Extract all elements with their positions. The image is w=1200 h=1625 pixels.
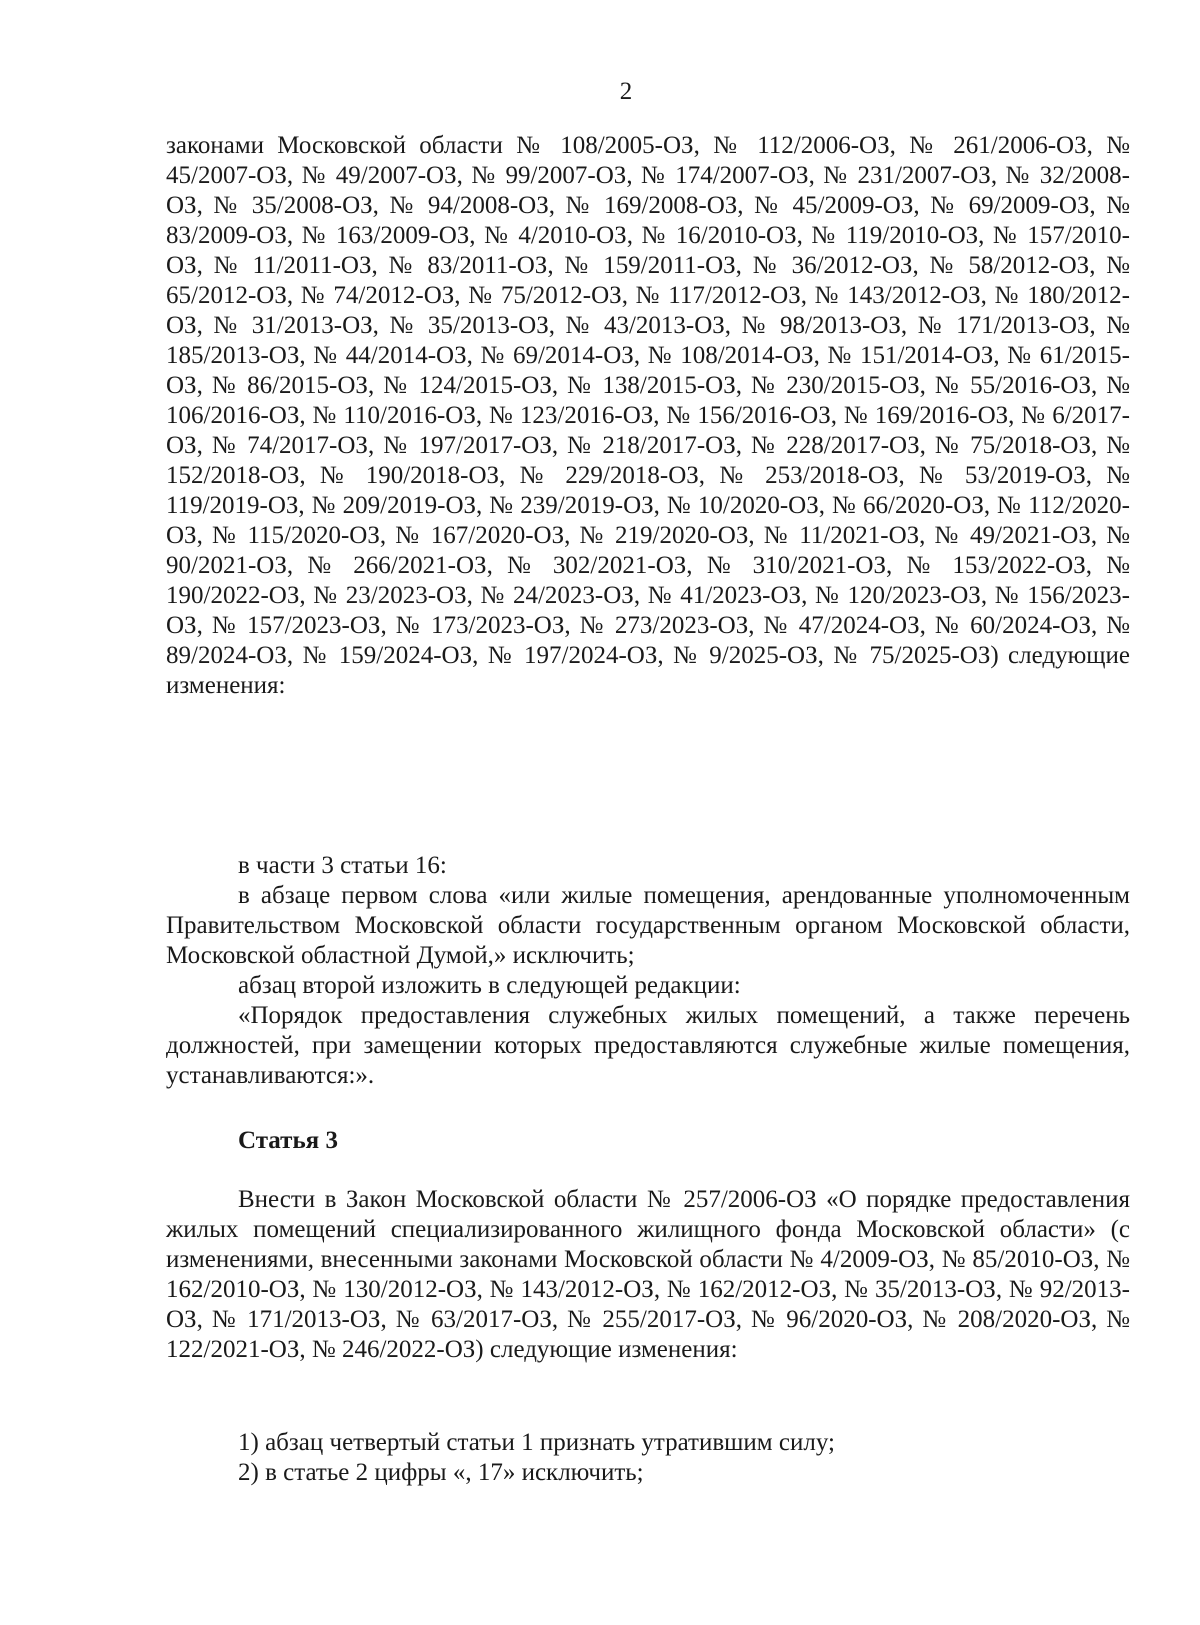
amendment-paragraph: в абзаце первом слова «или жилые помещения, арендованные уполномоченным Правительством Московской области государственным органом Московской области, Московской областной Думой,» исключить;	[166, 882, 1130, 969]
article-item: 2) в статье 2 цифры «, 17» исключить;	[238, 1459, 644, 1486]
article-item: 1) абзац четвертый статьи 1 признать утратившим силу;	[238, 1429, 835, 1456]
amendment-paragraph: в части 3 статьи 16:	[238, 852, 447, 879]
article-items-section	[166, 1428, 1130, 1488]
article-heading-section	[166, 1126, 1130, 1156]
intro-section	[166, 131, 1130, 701]
article-heading: Статья 3	[238, 1127, 338, 1154]
amendment-paragraph: «Порядок предоставления служебных жилых помещений, а также перечень должностей, при замещении которых предоставляются служебные жилые помещения, устанавливаются:».	[166, 1002, 1130, 1089]
amendment-section	[166, 851, 1130, 1091]
article-section	[166, 1185, 1130, 1365]
article-paragraph: Внести в Закон Московской области № 257/2006-ОЗ «О порядке предоставления жилых помещений специализированного жилищного фонда Московской области» (с изменениями, внесенными законами Московской области № 4/2009-ОЗ, № 85/2010-ОЗ, № 162/2010-ОЗ, № 130/2012-ОЗ, № 143/2012-ОЗ, № 162/2012-ОЗ, № 35/2013-ОЗ, № 92/2013-ОЗ, № 171/2013-ОЗ, № 63/2017-ОЗ, № 255/2017-ОЗ, № 96/2020-ОЗ, № 208/2020-ОЗ, № 122/2021-ОЗ, № 246/2022-ОЗ) следующие изменения:	[166, 1186, 1130, 1363]
intro-paragraph: законами Московской области № 108/2005-ОЗ, № 112/2006-ОЗ, № 261/2006-ОЗ, № 45/2007-ОЗ, № 49/2007-ОЗ, № 99/2007-ОЗ, № 174/2007-ОЗ, № 231/2007-ОЗ, № 32/2008-ОЗ, № 35/2008-ОЗ, № 94/2008-ОЗ, № 169/2008-ОЗ, № 45/2009-ОЗ, № 69/2009-ОЗ, № 83/2009-ОЗ, № 163/2009-ОЗ, № 4/2010-ОЗ, № 16/2010-ОЗ, № 119/2010-ОЗ, № 157/2010-ОЗ, № 11/2011-ОЗ, № 83/2011-ОЗ, № 159/2011-ОЗ, № 36/2012-ОЗ, № 58/2012-ОЗ, № 65/2012-ОЗ, № 74/2012-ОЗ, № 75/2012-ОЗ, № 117/2012-ОЗ, № 143/2012-ОЗ, № 180/2012-ОЗ, № 31/2013-ОЗ, № 35/2013-ОЗ, № 43/2013-ОЗ, № 98/2013-ОЗ, № 171/2013-ОЗ, № 185/2013-ОЗ, № 44/2014-ОЗ, № 69/2014-ОЗ, № 108/2014-ОЗ, № 151/2014-ОЗ, № 61/2015-ОЗ, № 86/2015-ОЗ, № 124/2015-ОЗ, № 138/2015-ОЗ, № 230/2015-ОЗ, № 55/2016-ОЗ, № 106/2016-ОЗ, № 110/2016-ОЗ, № 123/2016-ОЗ, № 156/2016-ОЗ, № 169/2016-ОЗ, № 6/2017-ОЗ, № 74/2017-ОЗ, № 197/2017-ОЗ, № 218/2017-ОЗ, № 228/2017-ОЗ, № 75/2018-ОЗ, № 152/2018-ОЗ, № 190/2018-ОЗ, № 229/2018-ОЗ, № 253/2018-ОЗ, № 53/2019-ОЗ, № 119/2019-ОЗ, № 209/2019-ОЗ, № 239/2019-ОЗ, № 10/2020-ОЗ, № 66/2020-ОЗ, № 112/2020-ОЗ, № 115/2020-ОЗ, № 167/2020-ОЗ, № 219/2020-ОЗ, № 11/2021-ОЗ, № 49/2021-ОЗ, № 90/2021-ОЗ, № 266/2021-ОЗ, № 302/2021-ОЗ, № 310/2021-ОЗ, № 153/2022-ОЗ, № 190/2022-ОЗ, № 23/2023-ОЗ, № 24/2023-ОЗ, № 41/2023-ОЗ, № 120/2023-ОЗ, № 156/2023-ОЗ, № 157/2023-ОЗ, № 173/2023-ОЗ, № 273/2023-ОЗ, № 47/2024-ОЗ, № 60/2024-ОЗ, № 89/2024-ОЗ, № 159/2024-ОЗ, № 197/2024-ОЗ, № 9/2025-ОЗ, № 75/2025-ОЗ) следующие изменения:	[166, 132, 1130, 699]
amendment-paragraph: абзац второй изложить в следующей редакции:	[238, 972, 741, 999]
page-number: 2	[619, 78, 633, 105]
